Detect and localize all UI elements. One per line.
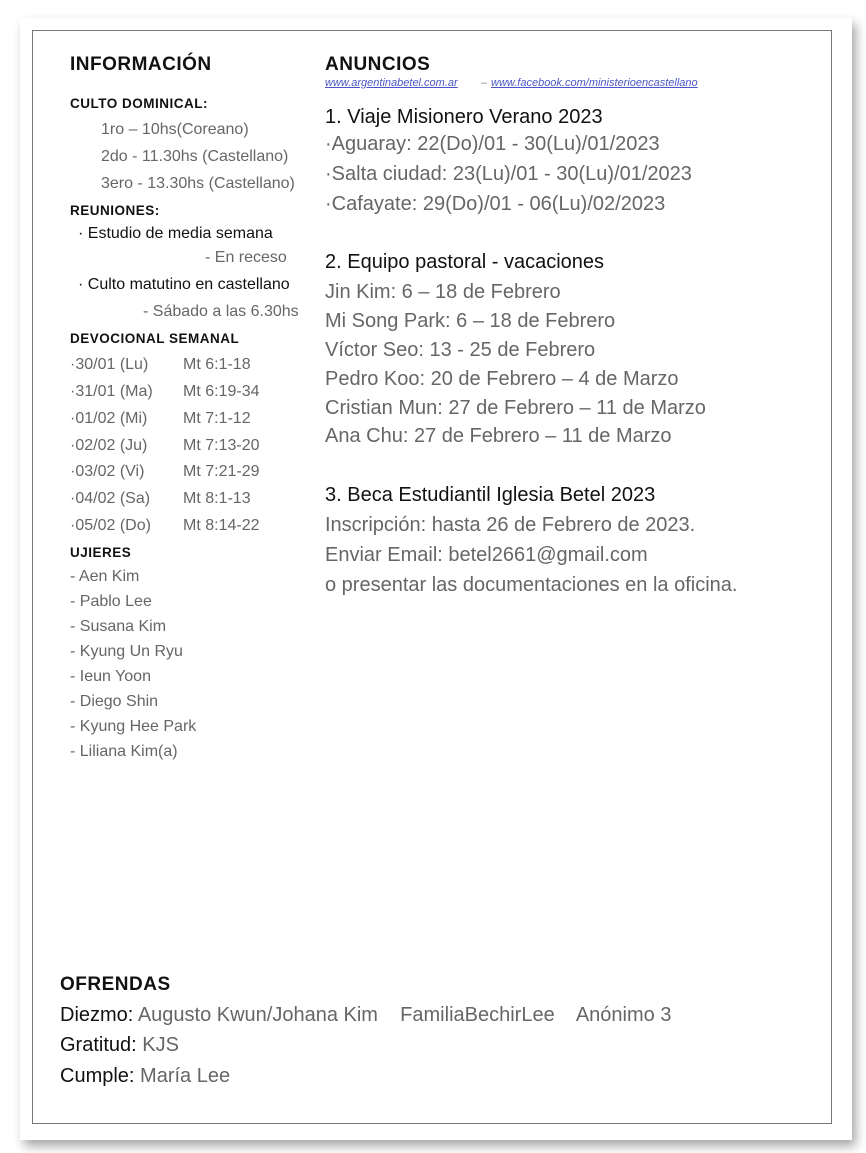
ujier-name: - Kyung Un Ryu (70, 643, 183, 660)
ujieres-heading: UJIERES (70, 545, 132, 560)
devocional-ref: Mt 8:14-22 (183, 517, 260, 534)
info-title: INFORMACIÓN (70, 54, 212, 75)
website-link[interactable]: www.argentinabetel.com.ar (325, 77, 458, 89)
gratitud-label: Gratitud: (60, 1034, 137, 1056)
announcement-line: Ana Chu: 27 de Febrero – 11 de Marzo (325, 425, 672, 447)
devocional-date: ·31/01 (Ma) (70, 383, 153, 400)
gratitud-value: KJS (142, 1034, 179, 1056)
devocional-ref: Mt 7:1-12 (183, 410, 251, 427)
culto-item: 1ro – 10hs(Coreano) (101, 121, 249, 138)
devocional-date: ·04/02 (Sa) (70, 490, 151, 507)
devocional-date: ·05/02 (Do) (70, 517, 151, 534)
announcement-line: Mi Song Park: 6 – 18 de Febrero (325, 310, 616, 332)
reunion-detail: - Sábado a las 6.30hs (143, 303, 299, 320)
ujier-name: - Aen Kim (70, 568, 140, 585)
ujier-name: - Ieun Yoon (70, 668, 151, 685)
announcement-line: ·Salta ciudad: 23(Lu)/01 - 30(Lu)/01/2023 (325, 163, 692, 185)
diezmo-label: Diezmo: (60, 1004, 134, 1026)
devocional-date: ·02/02 (Ju) (70, 437, 148, 454)
culto-item: 3ero - 13.30hs (Castellano) (101, 175, 295, 192)
facebook-link[interactable]: www.facebook.com/ministerioencastellano (491, 77, 698, 89)
announcement-line: ·Aguaray: 22(Do)/01 - 30(Lu)/01/2023 (325, 133, 660, 155)
cumple-value: María Lee (140, 1065, 231, 1087)
devocional-date: ·30/01 (Lu) (70, 356, 149, 373)
culto-dominical-heading: CULTO DOMINICAL: (70, 96, 208, 111)
announcement-line: ·Cafayate: 29(Do)/01 - 06(Lu)/02/2023 (325, 193, 666, 215)
devocional-ref: Mt 6:19-34 (183, 383, 260, 400)
diezmo-value: Augusto Kwun/Johana Kim FamiliaBechirLee Anónimo 3 (137, 1004, 672, 1026)
devocional-ref: Mt 7:21-29 (183, 463, 260, 480)
ujier-name: - Kyung Hee Park (70, 718, 197, 735)
announcement-title: 2. Equipo pastoral - vacaciones (325, 251, 605, 273)
announcement-line: Jin Kim: 6 – 18 de Febrero (325, 281, 561, 303)
announcement-line: Pedro Koo: 20 de Febrero – 4 de Marzo (325, 368, 679, 390)
devocional-ref: Mt 7:13-20 (183, 437, 260, 454)
announcement-line: Enviar Email: betel2661@gmail.com (325, 544, 648, 566)
reunion-title: · Culto matutino en castellano (78, 276, 290, 293)
ofrendas-title: OFRENDAS (60, 974, 171, 995)
announcement-title: 1. Viaje Misionero Verano 2023 (325, 106, 603, 128)
reunion-title: · Estudio de media semana (78, 225, 273, 242)
diezmo-line (60, 1004, 671, 1027)
devocional-heading: DEVOCIONAL SEMANAL (70, 331, 240, 346)
announcement-line: Víctor Seo: 13 - 25 de Febrero (325, 339, 596, 361)
devocional-date: ·03/02 (Vi) (70, 463, 145, 480)
devocional-ref: Mt 8:1-13 (183, 490, 251, 507)
ujier-name: - Susana Kim (70, 618, 167, 635)
reuniones-heading: REUNIONES: (70, 203, 160, 218)
devocional-ref: Mt 6:1-18 (183, 356, 251, 373)
cumple-line (60, 1065, 230, 1088)
link-separator: – (481, 77, 488, 89)
cumple-label: Cumple: (60, 1065, 135, 1087)
announcement-line: o presentar las documentaciones en la oficina. (325, 574, 738, 596)
ujier-name: - Pablo Lee (70, 593, 152, 610)
anuncios-title: ANUNCIOS (325, 54, 431, 75)
announcement-line: Cristian Mun: 27 de Febrero – 11 de Marzo (325, 397, 706, 419)
reunion-detail: - En receso (205, 249, 287, 266)
announcement-line: Inscripción: hasta 26 de Febrero de 2023. (325, 514, 696, 536)
ujier-name: - Liliana Kim(a) (70, 743, 178, 760)
devocional-date: ·01/02 (Mi) (70, 410, 148, 427)
culto-item: 2do - 11.30hs (Castellano) (101, 148, 289, 165)
gratitud-line (60, 1034, 179, 1057)
announcement-title: 3. Beca Estudiantil Iglesia Betel 2023 (325, 484, 656, 506)
ujier-name: - Diego Shin (70, 693, 159, 710)
